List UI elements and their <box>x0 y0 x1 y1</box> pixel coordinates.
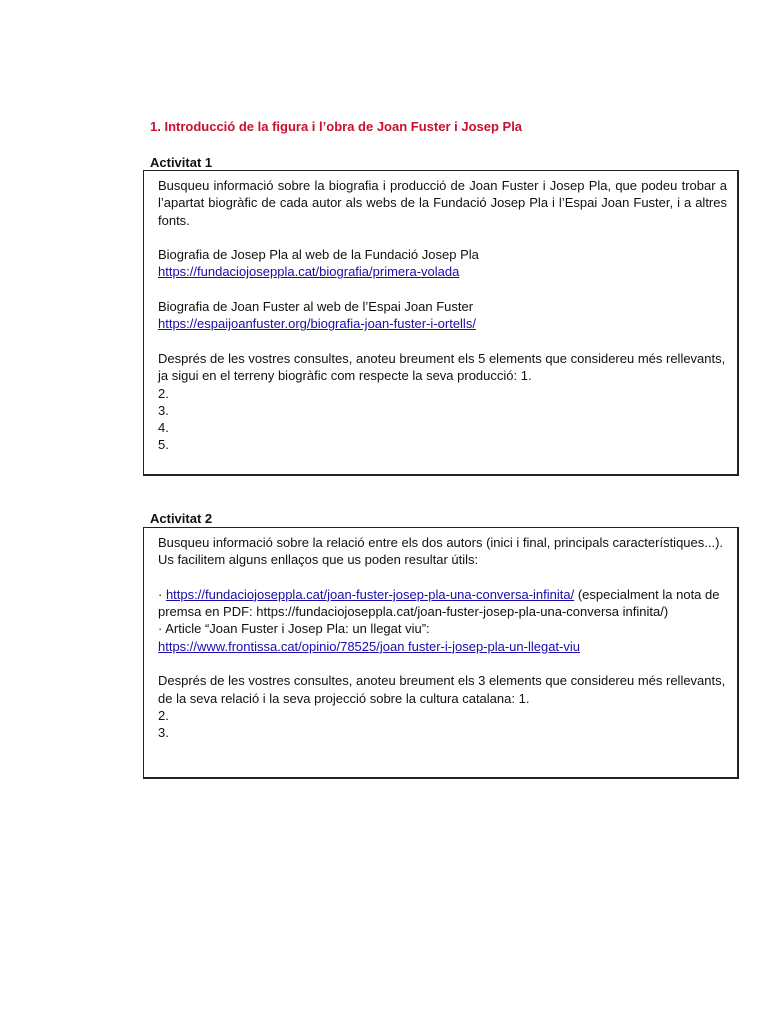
activity2-bullet2: · Article “Joan Fuster i Josep Pla: un llegat viu”: <box>158 621 430 637</box>
activity1-intro: Busqueu informació sobre la biografia i producció de Joan Fuster i Josep Pla, que podeu trobar a l’apartat biogràfic de cada autor als webs de la Fundació Josep Pla i l’Espai Joan Fuster, i a altres fonts. <box>158 178 727 228</box>
conversa-infinita-link[interactable]: https://fundaciojoseppla.cat/joan-fuster-josep-pla-una-conversa-infinita/ <box>165 586 575 602</box>
activity1-prompt: Després de les vostres consultes, anoteu breument els 5 elements que considereu més rellevants, ja sigui en el terreny biogràfic com respecte la seva producció: 1. <box>158 350 726 384</box>
activity1-item-5: 5. <box>158 437 169 453</box>
activity2-item-3: 3. <box>158 725 169 741</box>
section-heading: 1. Introducció de la figura i l’obra de Joan Fuster i Josep Pla <box>150 119 523 134</box>
activity1-item-3: 3. <box>158 402 169 418</box>
activity2-item-2: 2. <box>158 707 169 723</box>
fuster-bio-label: Biografia de Joan Fuster al web de l’Espai Joan Fuster <box>158 299 474 315</box>
activity1-item-2: 2. <box>158 385 169 401</box>
pla-bio-label: Biografia de Josep Pla al web de la Fundació Josep Pla <box>158 247 479 263</box>
activity1-box <box>143 170 739 476</box>
activity1-item-4: 4. <box>158 420 169 436</box>
activity1-title: Activitat 1 <box>150 155 213 170</box>
activity2-bullet1 <box>158 586 727 621</box>
activity2-box <box>143 527 739 779</box>
activity2-title: Activitat 2 <box>150 511 213 526</box>
bullet1-prefix: · <box>158 586 166 602</box>
fuster-bio-link[interactable]: https://espaijoanfuster.org/biografia-joan-fuster-i-ortells/ <box>158 316 476 332</box>
activity2-prompt: Després de les vostres consultes, anoteu breument els 3 elements que considereu més rellevants, de la seva relació i la seva projecció sobre la cultura catalana: 1. <box>158 673 726 706</box>
pla-bio-link[interactable]: https://fundaciojoseppla.cat/biografia/primera-volada <box>158 264 460 280</box>
activity2-intro: Busqueu informació sobre la relació entre els dos autors (inici i final, principals característiques...). Us facilitem alguns enllaços que us poden resultar útils: <box>158 535 724 568</box>
frontissa-article-link[interactable]: https://www.frontissa.cat/opinio/78525/joan fuster-i-josep-pla-un-llegat-viu <box>158 638 580 654</box>
bullet1-note: (especialment la nota de premsa en PDF: https://fundaciojoseppla.cat/joan-fuster-josep-pla-una-conversa infinita/) <box>158 586 720 620</box>
